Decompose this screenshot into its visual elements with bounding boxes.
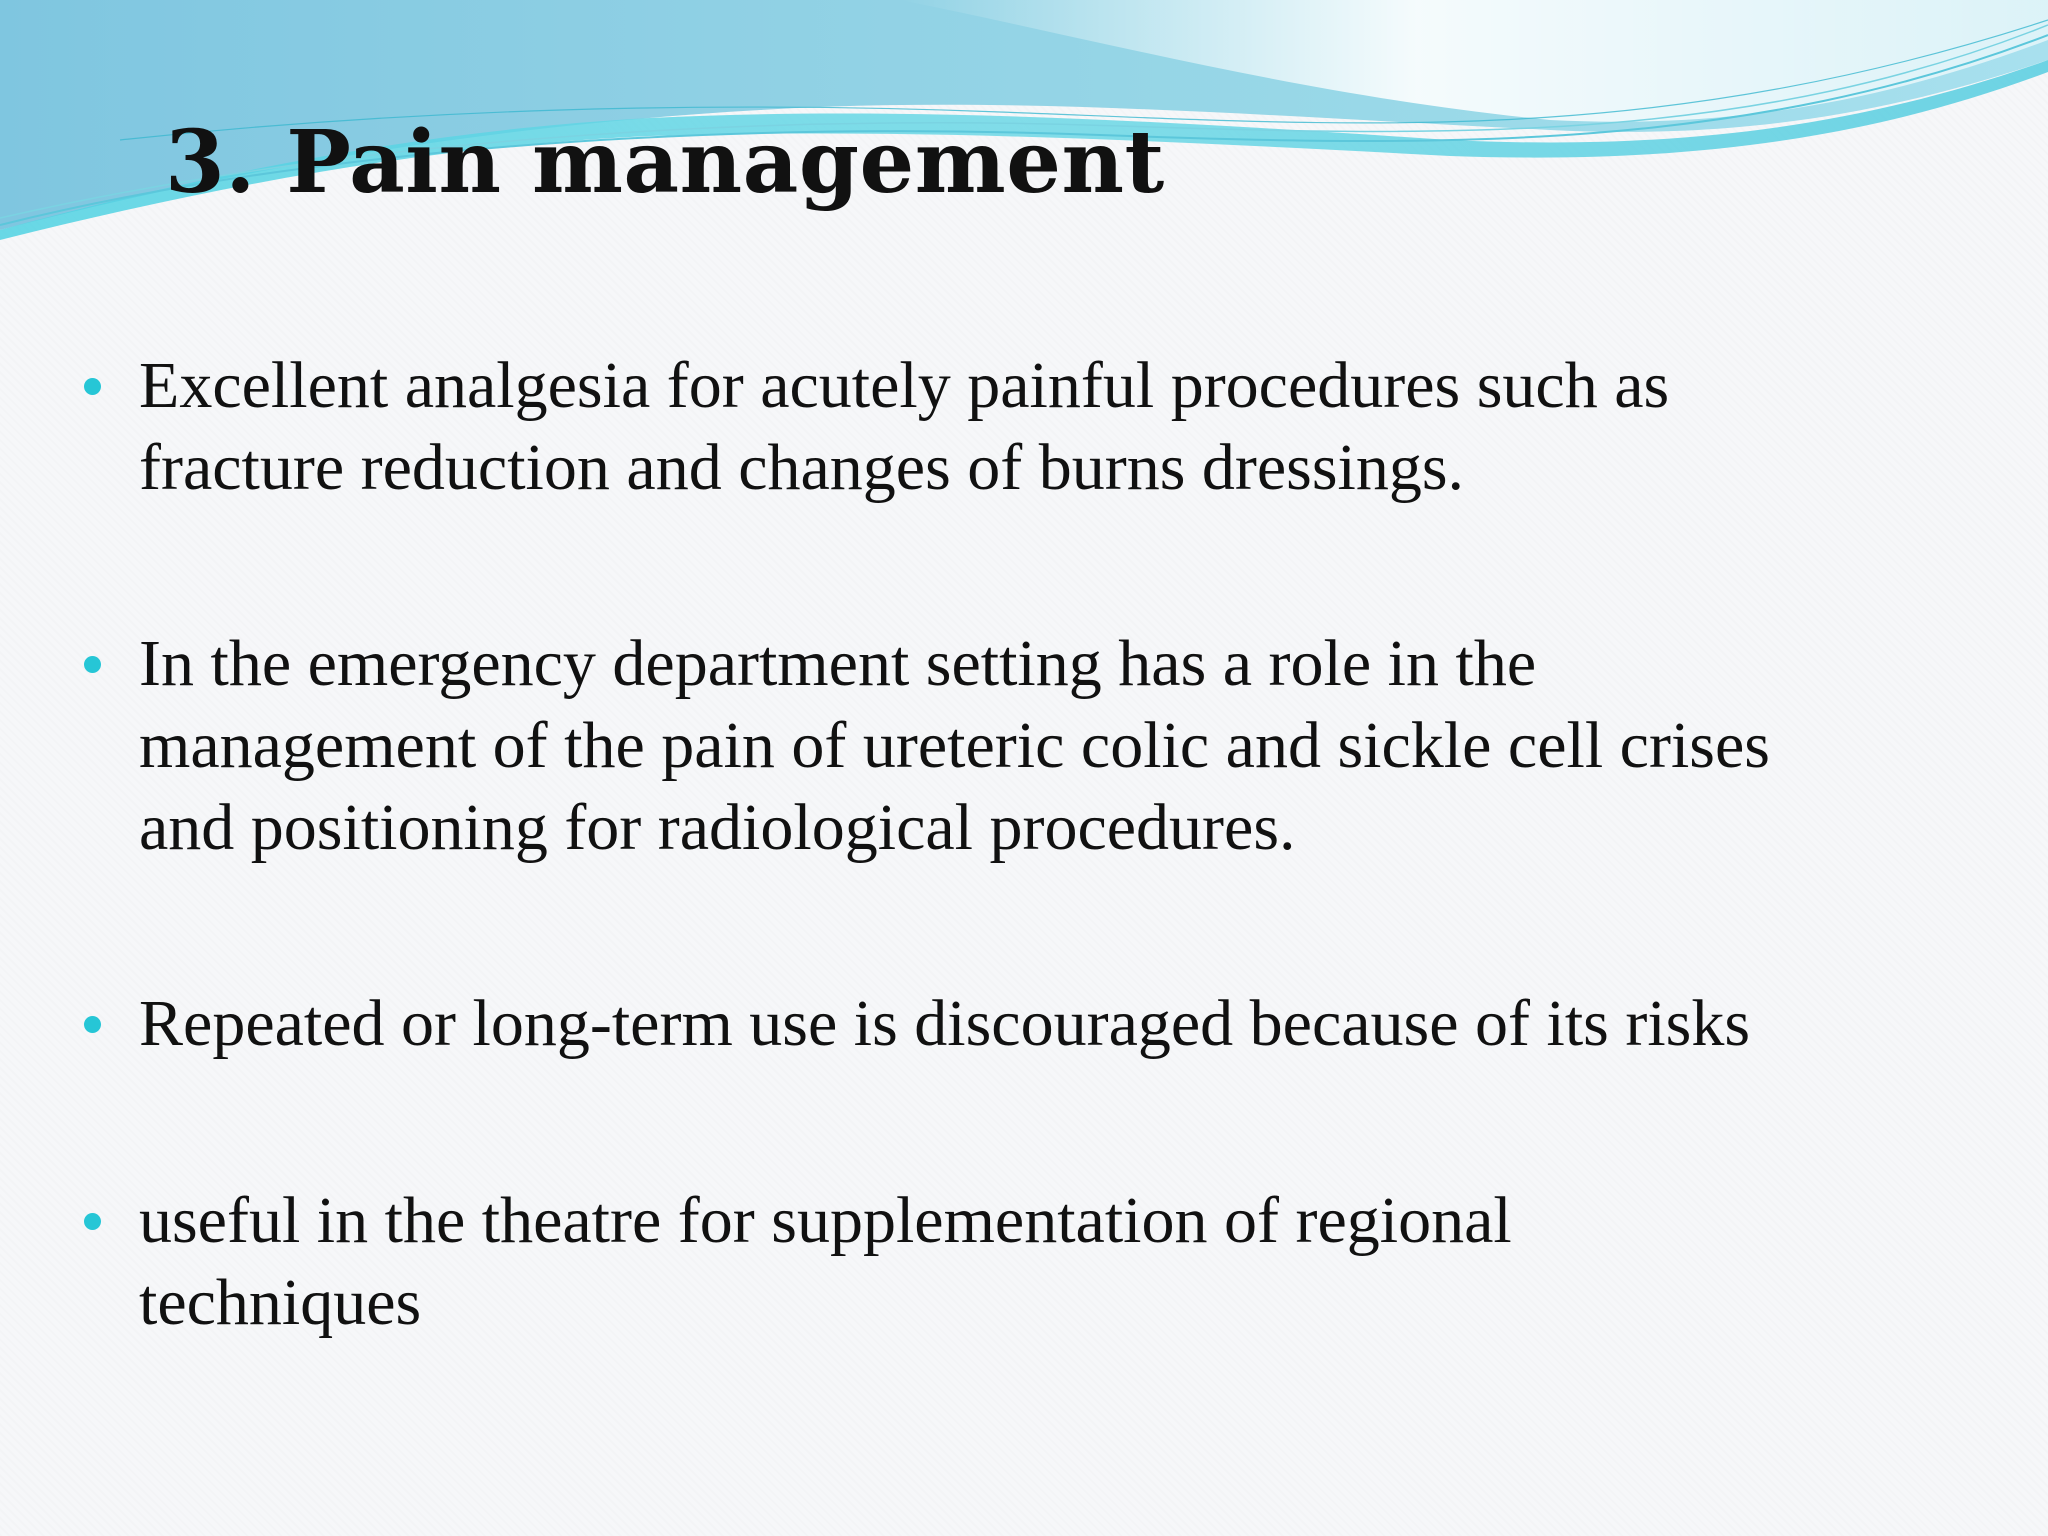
bullet-line: and positioning for radiological procedures. [139,791,1296,864]
bullet-line: fracture reduction and changes of burns dressings. [139,431,1465,504]
bullet-text [139,1180,2019,1344]
bullet-line: In the emergency department setting has a role in the [139,627,1537,700]
slide-title: 3. Pain management [165,112,1165,213]
bullet-dot-icon [84,378,101,395]
bullet-line: Repeated or long-term use is discouraged because of its risks [139,987,1751,1060]
bullet-line: management of the pain of ureteric colic and sickle cell crises [139,709,1770,782]
bullet-line: techniques [139,1266,422,1339]
bullet-text [139,345,2019,509]
bullet-text [139,623,2019,869]
bullet-dot-icon [84,656,101,673]
bullet-dot-icon [84,1016,101,1033]
bullet-dot-icon [84,1213,101,1230]
bullet-line: Excellent analgesia for acutely painful procedures such as [139,349,1670,422]
bullet-line: useful in the theatre for supplementation of regional [139,1184,1512,1257]
bullet-text [139,983,2019,1065]
